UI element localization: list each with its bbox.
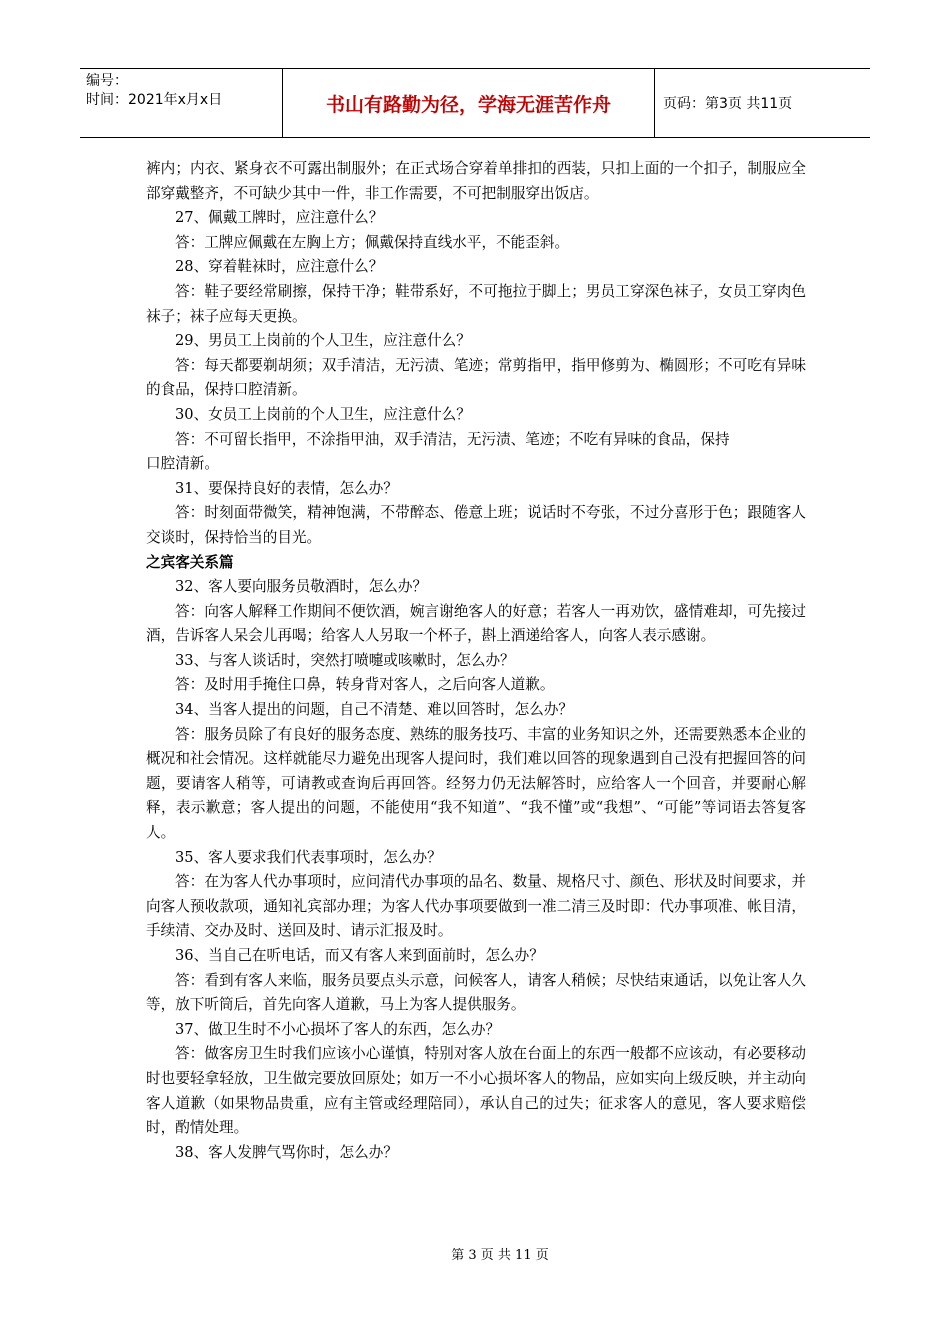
question: 31、要保持良好的表情，怎么办？ [175, 479, 398, 497]
question: 36、当自己在听电话，而又有客人来到面前时，怎么办？ [175, 947, 544, 964]
answer: 答：服务员除了有良好的服务态度、熟练的服务技巧、丰富的业务知识之外，还需要熟悉本企业的概况和社会情况。这样就能尽力避免出现客人提问时，我们难以回答的现象遇到自己没有把握回答的问题，要请客人稍等，可请教或查询后再回答。经努力仍无法解答时，应给客人一个回音，并要耐心解释，表示歉意；客人提出的问题，不能使用“我不知道”、“我不懂”或“我想”、“可能”等词语去答复客人。 [146, 725, 806, 842]
paragraph: 裤内；内衣、紧身衣不可露出制服外；在正式场合穿着单排扣的西装，只扣上面的一个扣子，制服应全部穿戴整齐，不可缺少其中一件，非工作需要，不可把制服穿出饭店。 [146, 160, 806, 202]
document-date-label: 时间：2021年x月x日 [86, 92, 223, 108]
answer: 答：时刻面带微笑，精神饱满，不带醉态、倦意上班；说话时不夸张，不过分喜形于色；跟随客人交谈时，保持恰当的目光。 [146, 504, 806, 546]
header-motto: 书山有路勤为径，学海无涯苦作舟 [283, 69, 655, 137]
answer: 答：及时用手掩住口鼻，转身背对客人，之后向客人道歉。 [175, 676, 555, 694]
header-page-number: 页码：第3页 共11页 [663, 96, 793, 112]
answer: 答：在为客人代办事项时，应问清代办事项的品名、数量、规格尺寸、颜色、形状及时间要求，并向客人预收款项，通知礼宾部办理；为客人代办事项要做到一准二清三及时即：代办事项准、帐目清，手续清、交办及时、送回及时、请示汇报及时。 [146, 873, 806, 940]
question: 28、穿着鞋袜时，应注意什么？ [175, 258, 384, 276]
question: 33、与客人谈话时，突然打喷嚏或咳嗽时，怎么办？ [175, 651, 515, 669]
answer: 答：不可留长指甲，不涂指甲油，双手清洁，无污渍、笔迹；不吃有异味的食品，保持 [175, 430, 730, 448]
question: 29、男员工上岗前的个人卫生，应注意什么？ [175, 332, 471, 350]
question: 37、做卫生时不小心损坏了客人的东西，怎么办？ [175, 1020, 501, 1038]
document-id-label: 编号： [86, 73, 128, 89]
page-footer [0, 1244, 950, 1263]
answer: 答：鞋子要经常刷擦，保持干净；鞋带系好，不可拖拉于脚上；男员工穿深色袜子，女员工穿肉色袜子；袜子应每天更换。 [146, 282, 806, 325]
section-heading: 之宾客关系篇 [146, 553, 234, 571]
footer-page-number: 第 3 页 共 11 页 [451, 1248, 549, 1263]
header-meta [80, 69, 283, 137]
answer: 答：向客人解释工作期间不便饮酒，婉言谢绝客人的好意；若客人一再劝饮，盛情难却，可先接过酒，告诉客人呆会儿再喝；给客人人另取一个杯子，斟上酒递给客人，向客人表示感谢。 [146, 602, 806, 645]
answer: 答：看到有客人来临，服务员要点头示意，问候客人，请客人稍候；尽快结束通话，以免让客人久等，放下听筒后，首先向客人道歉，马上为客人提供服务。 [146, 971, 806, 1014]
question: 34、当客人提出的问题，自己不清楚、难以回答时，怎么办？ [175, 701, 574, 719]
answer: 答：做客房卫生时我们应该小心谨慎，特别对客人放在台面上的东西一般都不应该动，有必要移动时也要轻拿轻放，卫生做完要放回原处；如万一不小心损坏客人的物品，应如实向上级反映，并主动向客人道歉（如果物品贵重，应有主管或经理陪同），承认自己的过失；征求客人的意见，客人要求赔偿时，酌情处理。 [146, 1045, 806, 1137]
answer: 答：每天都要剃胡须；双手清洁，无污渍、笔迹；常剪指甲，指甲修剪为、椭圆形；不可吃有异味的食品，保持口腔清新。 [146, 356, 806, 399]
document-body [146, 157, 806, 1165]
question: 38、客人发脾气骂你时，怎么办？ [175, 1143, 398, 1161]
page-header [80, 68, 870, 138]
paragraph: 口腔清新。 [146, 455, 219, 473]
question: 30、女员工上岗前的个人卫生，应注意什么？ [175, 405, 471, 423]
question: 35、客人要求我们代表事项时，怎么办？ [175, 848, 442, 866]
question: 27、佩戴工牌时，应注意什么？ [175, 209, 384, 227]
answer: 答：工牌应佩戴在左胸上方；佩戴保持直线水平，不能歪斜。 [175, 233, 570, 251]
question: 32、客人要向服务员敬酒时，怎么办？ [175, 578, 428, 596]
